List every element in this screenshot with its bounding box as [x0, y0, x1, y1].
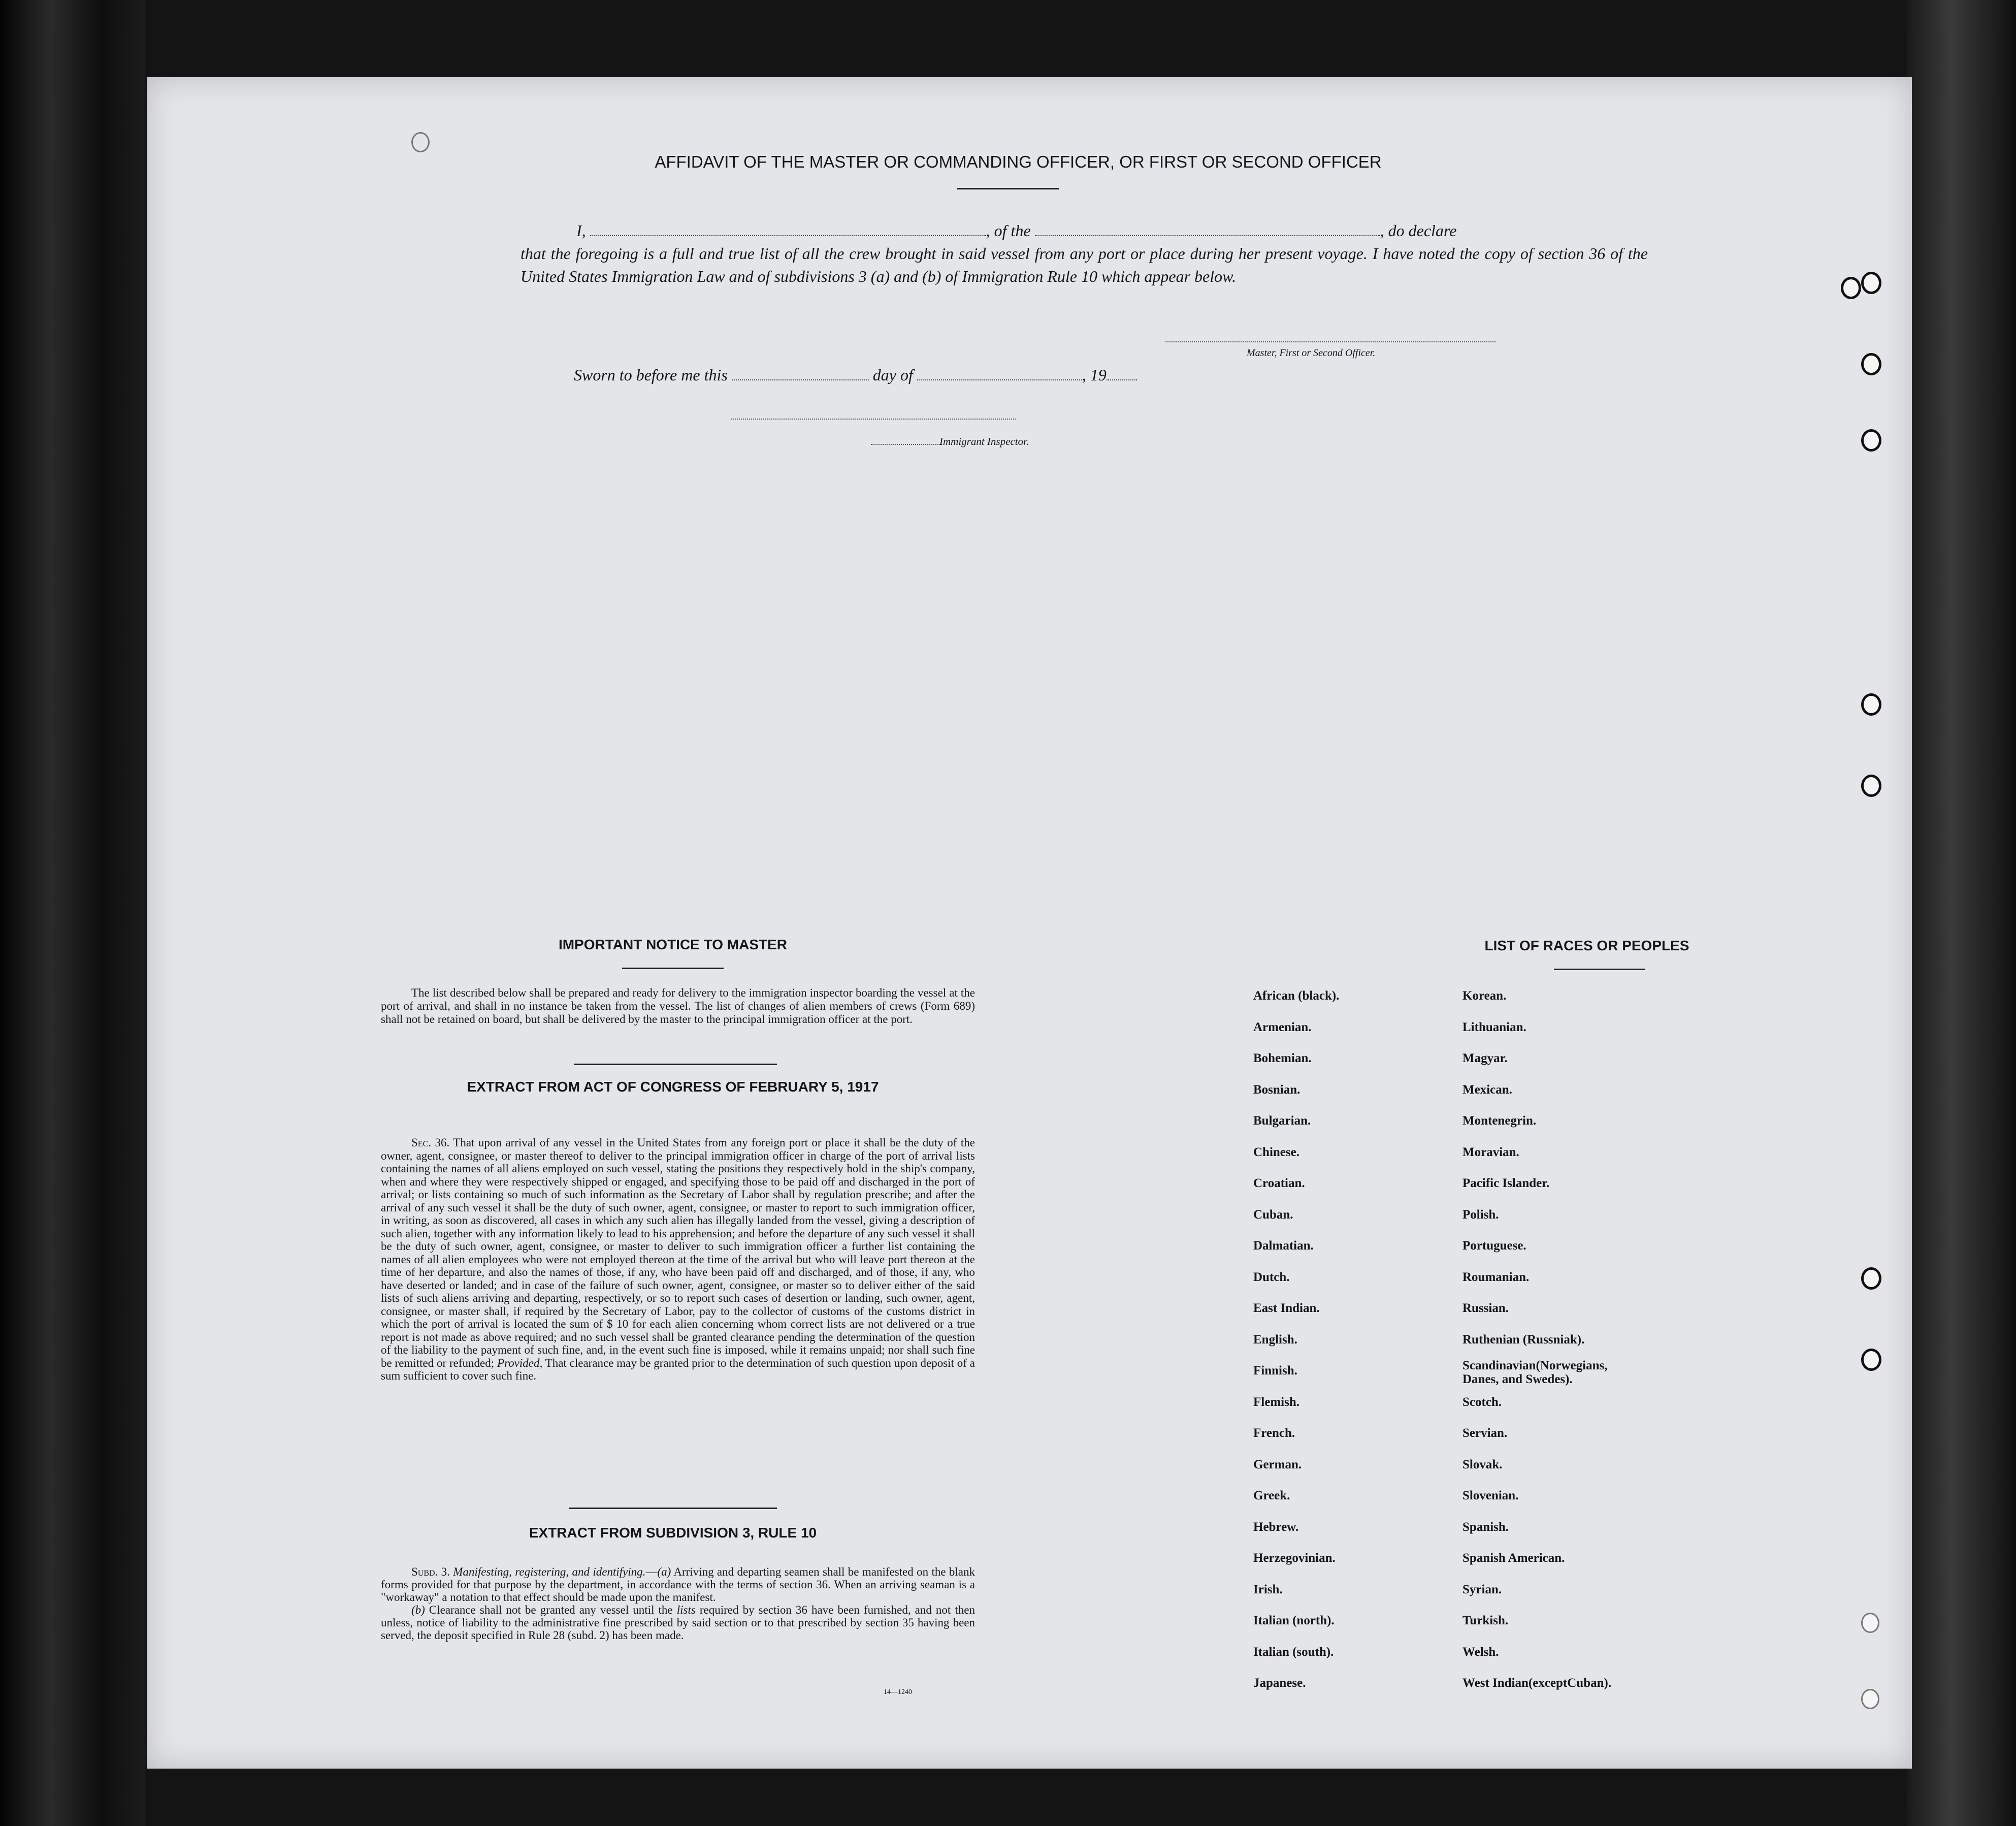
race-item: Mexican. [1462, 1082, 1512, 1097]
race-item: Spanish American. [1462, 1551, 1565, 1565]
race-item: Dutch. [1253, 1270, 1290, 1284]
punch-hole [1861, 429, 1881, 452]
punch-hole [1861, 353, 1881, 375]
race-item: Scotch. [1462, 1395, 1502, 1409]
rule-heading-a: Manifesting, registering, and identifying. [453, 1565, 646, 1578]
signature-line [1165, 341, 1495, 342]
race-item: Bohemian. [1253, 1051, 1312, 1065]
race-item: Italian (south). [1253, 1645, 1334, 1659]
race-item: Turkish. [1462, 1614, 1509, 1627]
race-item: German. [1253, 1457, 1302, 1471]
punch-hole [1861, 1689, 1879, 1709]
act-proviso-label: Provided, [497, 1356, 543, 1369]
punch-hole [1861, 775, 1881, 797]
punch-hole [1861, 272, 1881, 294]
races-title: LIST OF RACES OR PEOPLES [1484, 938, 1689, 953]
race-item: Flemish. [1253, 1395, 1299, 1409]
race-item: Spanish. [1462, 1520, 1509, 1534]
affidavit-do-declare-label: , do declare [1380, 221, 1457, 240]
race-item: Japanese. [1253, 1676, 1306, 1690]
race-item: Cuban. [1253, 1207, 1293, 1222]
race-item: Magyar. [1462, 1051, 1508, 1065]
race-item: English. [1253, 1332, 1297, 1347]
scan-right-edge [1907, 0, 2016, 1826]
notice-title-rule [622, 968, 724, 969]
sworn-day-blank [732, 379, 869, 380]
race-item: Armenian. [1253, 1020, 1312, 1034]
act-section-label: Sec. 36. [411, 1136, 450, 1149]
rule-body-b-1: Clearance shall not be granted any vessel until the [429, 1604, 673, 1616]
affidavit-body: that the foregoing is a full and true list of all the crew brought in said vessel from any port or place during her present voyage. I have noted the copy of section 36 of the United States Immigration Law and of subdivisions 3 (a) and (b) of Immigration Rule 10 which appear below. [521, 244, 1648, 285]
scan-left-edge [0, 0, 145, 1826]
act-title: EXTRACT FROM ACT OF CONGRESS OF FEBRUARY 5, 1917 [467, 1079, 879, 1095]
punch-hole [411, 132, 430, 152]
race-item: Scandinavian(Norwegians, Danes, and Swedes). [1462, 1359, 1608, 1386]
sworn-year-blank [1107, 379, 1137, 380]
rule-body-a: Arriving and departing seamen shall be manifested on the blank forms provided for that purpose by the department, in accordance with the terms of section 36. When an arriving seaman is a "workaway" a notation to that effect should be made upon the manifest. [381, 1565, 976, 1604]
sworn-month-blank [917, 379, 1082, 380]
race-item: West Indian(exceptCuban). [1462, 1676, 1612, 1690]
rule-marker-b: (b) [411, 1604, 425, 1616]
race-item: Pacific Islander. [1462, 1176, 1550, 1190]
act-rule [569, 1508, 777, 1509]
act-body: That upon arrival of any vessel in the United States from any foreign port or place it shall be the duty of the owner, agent, consignee, or master thereof to deliver to the principal immigration officer in charge of the port of arrival lists containing the names of all aliens employed on such vessel, stating the positions they respectively hold in the ship's company, when and where they were respectively shipped or engaged, and specifying those to be paid off and discharged in the port of arrival; or lists containing so much of such information as the Secretary of Labor shall by regulation prescribe; and after the arrival of any such vessel it shall be the duty of such owner, agent, consignee, or master to report to such immigration officer, in writing, as soon as discovered, all cases in which any such alien has illegally landed from the vessel, giving a description of such alien, together with any information likely to lead to his apprehension; and before the departure of any such vessel it shall be the duty of such owner, agent, consignee, or master to deliver to such immigration officer a further list containing the names of all alien employees who were not employed thereon at the time of the arrival but who will leave port thereon at the time of her departure, and also the names of those, if any, who have been paid off and discharged, and of those, if any, who have deserted or landed; and in case of the failure of such owner, agent, consignee, or master so to deliver either of the said lists of such aliens arriving and departing, respectively, or so to report such cases of desertion or landing, such owner, agent, consignee, or master shall, if required by the Secretary of Labor, pay to the collector of customs of the customs district in which the port of arrival is located the sum of $ 10 for each alien concerning whom correct lists are not delivered or a true report is not made as above required; and no such vessel shall be granted clearance pending the determination of the question of the liability to the payment of such fine, and, in the event such fine is imposed, while it remains unpaid; nor shall such fine be remitted or refunded; [381, 1136, 975, 1369]
signature-caption: Master, First or Second Officer. [1247, 347, 1376, 359]
race-item: Slovenian. [1462, 1489, 1519, 1502]
race-item: Bulgarian. [1253, 1114, 1311, 1128]
rule-title: EXTRACT FROM SUBDIVISION 3, RULE 10 [529, 1525, 817, 1541]
rule-marker-a: (a) [657, 1565, 671, 1578]
notice-title: IMPORTANT NOTICE TO MASTER [558, 937, 788, 952]
race-item: East Indian. [1253, 1301, 1320, 1315]
document-page [147, 77, 1912, 1769]
act-extract-body [381, 1136, 975, 1383]
race-item: Greek. [1253, 1489, 1290, 1502]
punch-hole [1841, 277, 1861, 299]
affidavit-of-the-label: , of the [986, 221, 1031, 240]
inspector-line-upper [731, 419, 1016, 420]
race-item: Montenegrin. [1462, 1114, 1537, 1128]
race-item: Chinese. [1253, 1145, 1299, 1159]
notice-rule [574, 1064, 777, 1065]
race-item: Moravian. [1462, 1145, 1519, 1159]
race-item: Lithuanian. [1462, 1020, 1526, 1034]
race-item: Irish. [1253, 1582, 1283, 1596]
inspector-line [871, 444, 942, 445]
sworn-line [574, 366, 1137, 385]
race-item: Welsh. [1462, 1645, 1499, 1659]
affidavit-declaration [521, 219, 1648, 288]
affidavit-title: AFFIDAVIT OF THE MASTER OR COMMANDING OFFICER, OR FIRST OR SECOND OFFICER [655, 152, 1382, 171]
notice-body: The list described below shall be prepared and ready for delivery to the immigration inspector boarding the vessel at the port of arrival, and shall in no instance be taken from the vessel. The list of changes of alien members of crews (Form 689) shall not be retained on board, but shall be delivered by the master to the principal immigration officer at the port. [381, 986, 975, 1026]
race-item: Roumanian. [1462, 1270, 1530, 1284]
race-item: Herzegovinian. [1253, 1551, 1336, 1565]
rule-body-b-2: required by section 36 have been furnished, and not then unless, notice of liability to the administrative fine prescribed by said section or to that prescribed by section 35 having been served, the deposit specified in Rule 28 (subd. 2) has been made. [381, 1604, 976, 1642]
race-item: Russian. [1462, 1301, 1509, 1315]
race-item: Bosnian. [1253, 1082, 1300, 1097]
race-item: Finnish. [1253, 1364, 1297, 1377]
sworn-prefix: Sworn to before me this [574, 366, 728, 384]
sworn-day-of: day of [872, 366, 913, 384]
sworn-year-prefix: , 19 [1082, 366, 1107, 384]
name-blank [590, 235, 986, 236]
race-item: Portuguese. [1462, 1239, 1526, 1253]
race-item: French. [1253, 1426, 1295, 1440]
vessel-blank [1035, 235, 1380, 236]
race-item: Dalmatian. [1253, 1239, 1314, 1253]
race-item: Slovak. [1462, 1457, 1503, 1471]
punch-hole [1861, 1267, 1881, 1290]
races-title-rule [1554, 969, 1645, 970]
race-item: Ruthenian (Russniak). [1462, 1332, 1585, 1347]
race-item: Syrian. [1462, 1582, 1502, 1596]
affidavit-i-label: I, [576, 221, 586, 240]
race-item: Italian (north). [1253, 1614, 1335, 1627]
race-item: Croatian. [1253, 1176, 1305, 1190]
punch-hole [1861, 693, 1881, 716]
rule-extract-body: Subd. 3. Manifesting, registering, and identifying.—(a) Arriving and departing seamen shall be manifested on the blank forms provided for that purpose by the department, in accordance with the terms of section 36. When an arriving seaman is a "workaway" a notation to that effect should be made upon the manifest. (b) Clearance shall not be granted any vessel until the lists required by section 36 have been furnished, and not then unless, notice of liability to the administrative fine prescribed by said section or to that prescribed by section 35 having been served, the deposit specified in Rule 28 (subd. 2) has been made. [381, 1565, 976, 1642]
race-item: African (black). [1253, 989, 1340, 1003]
race-item: Korean. [1462, 989, 1507, 1003]
punch-hole [1861, 1349, 1881, 1371]
inspector-caption: Immigrant Inspector. [939, 435, 1029, 447]
rule-body-b-lists: lists [676, 1604, 696, 1616]
rule-subd-label: Subd. 3. [411, 1565, 450, 1578]
race-item: Hebrew. [1253, 1520, 1299, 1534]
race-item: Servian. [1462, 1426, 1508, 1440]
form-number: 14—1240 [884, 1688, 912, 1696]
affidavit-title-rule [957, 188, 1059, 189]
race-item: Polish. [1462, 1207, 1499, 1222]
act-proviso-text: That clearance may be granted prior to the determination of such question upon deposit of a sum sufficient to cover such fine. [381, 1356, 975, 1382]
punch-hole [1861, 1613, 1879, 1633]
